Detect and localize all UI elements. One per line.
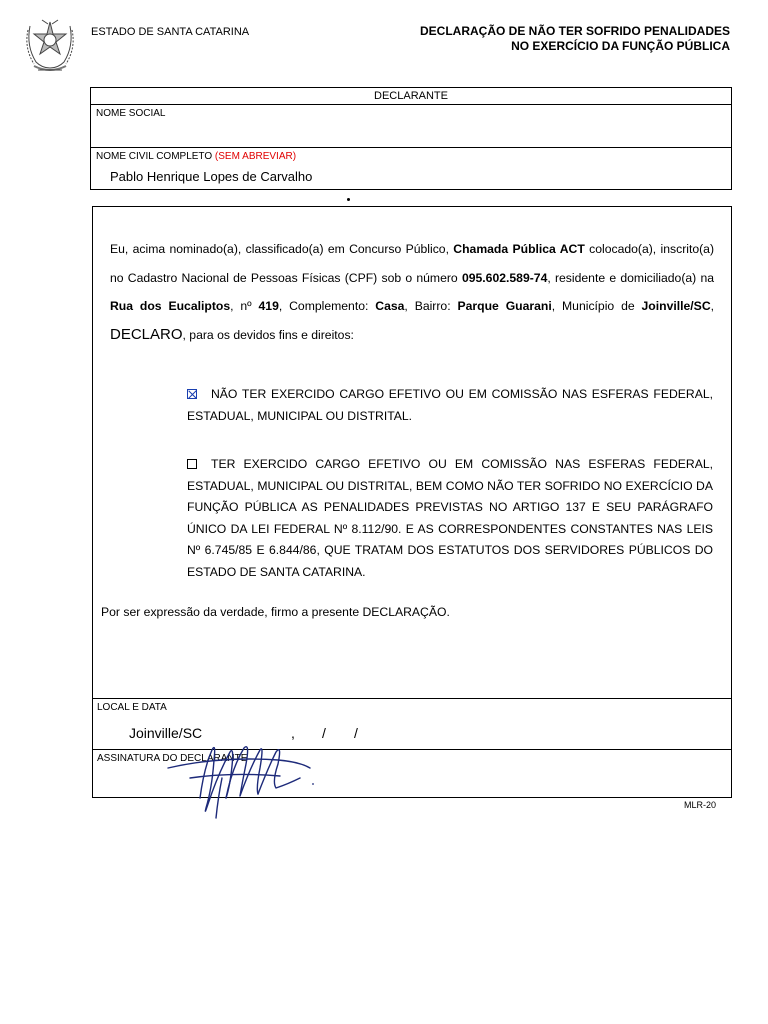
option-2-text: TER EXERCIDO CARGO EFETIVO OU EM COMISSÃO NAS ESFERAS FEDERAL, ESTADUAL, MUNICIPAL OU DISTRITAL, BEM COMO NÃO TER SOFRIDO NO EXERCÍCIO DA FUNÇÃO PÚBLICA AS PENALIDADES PREVISTAS NO ARTIGO 137 E SEU PARÁGRAFO ÚNICO DA LEI FEDERAL Nº 8.112/90. E AS CORRESPONDENTES CONSTANTES NAS LEIS Nº 6.745/85 E 6.844/86, QUE TRATAM DOS ESTATUTOS DOS SERVIDORES PÚBLICOS DO ESTADO DE SANTA CATARINA. xyxy=(187,457,713,579)
handwritten-signature-icon xyxy=(160,738,330,820)
closing-statement: Por ser expressão da verdade, firmo a presente DECLARAÇÃO. xyxy=(101,605,450,619)
city-name: Joinville/SC xyxy=(641,299,711,313)
civil-name-label xyxy=(96,151,296,162)
date-slash-1: / xyxy=(322,725,326,741)
body-text-6: , Bairro: xyxy=(404,299,458,313)
body-text-9: , para os devidos fins e direitos: xyxy=(182,327,354,342)
declaro-word: DECLARO xyxy=(110,325,183,343)
civil-name-label-text: NOME CIVIL COMPLETO xyxy=(96,151,213,162)
body-text-8: , xyxy=(710,299,715,313)
civil-name-value: Pablo Henrique Lopes de Carvalho xyxy=(110,169,313,184)
body-text-7: , Município de xyxy=(551,299,642,313)
state-coat-of-arms-icon xyxy=(22,16,78,78)
body-text-2: colocado(a), inscrito(a) no Cadastro Nacional de Pessoas Físicas (CPF) sob o número xyxy=(110,242,715,285)
civil-name-field[interactable] xyxy=(91,148,731,190)
body-text-5: , Complemento: xyxy=(278,299,376,313)
civil-name-hint: (SEM ABREVIAR) xyxy=(214,151,297,162)
social-name-label: NOME SOCIAL xyxy=(96,108,166,119)
option-not-exercised xyxy=(187,384,713,427)
option-1-text: NÃO TER EXERCIDO CARGO EFETIVO OU EM COMISSÃO NAS ESFERAS FEDERAL, ESTADUAL, MUNICIPAL OU DISTRITAL. xyxy=(187,387,713,423)
declarante-heading: DECLARANTE xyxy=(91,88,731,105)
district-name: Parque Guarani xyxy=(457,299,552,313)
option-exercised-no-penalty xyxy=(187,454,713,583)
local-date-label: LOCAL E DATA xyxy=(97,702,167,713)
document-title-line-1: DECLARAÇÃO DE NÃO TER SOFRIDO PENALIDADES xyxy=(419,24,730,38)
declaration-section xyxy=(92,206,732,798)
checkbox-unchecked-icon[interactable] xyxy=(187,459,197,469)
social-name-field[interactable] xyxy=(91,105,731,148)
body-text-1: Eu, acima nominado(a), classificado(a) em Concurso Público, xyxy=(110,242,454,256)
cpf-number: 095.602.589-74 xyxy=(461,270,548,285)
form-code: MLR-20 xyxy=(684,800,717,810)
document-title-line-2: NO EXERCÍCIO DA FUNÇÃO PÚBLICA xyxy=(511,39,730,53)
document-title xyxy=(420,24,730,54)
date-comma: , xyxy=(291,725,295,741)
house-number: 419 xyxy=(258,299,279,313)
body-text-4: , nº xyxy=(230,299,259,313)
separator-dot xyxy=(347,198,350,201)
address-complement: Casa xyxy=(375,299,405,313)
street-name: Rua dos Eucaliptos xyxy=(110,299,231,313)
checkbox-checked-icon[interactable] xyxy=(187,389,197,399)
body-text-3: , residente e domiciliado(a) na xyxy=(547,270,715,285)
date-slash-2: / xyxy=(354,725,358,741)
state-name: ESTADO DE SANTA CATARINA xyxy=(91,26,250,38)
declarante-section xyxy=(90,87,732,190)
selection-process: Chamada Pública ACT xyxy=(453,242,585,256)
local-city-value: Joinville/SC xyxy=(129,725,203,741)
signature-label: ASSINATURA DO DECLARANTE xyxy=(97,753,248,764)
declaration-paragraph xyxy=(110,235,714,349)
